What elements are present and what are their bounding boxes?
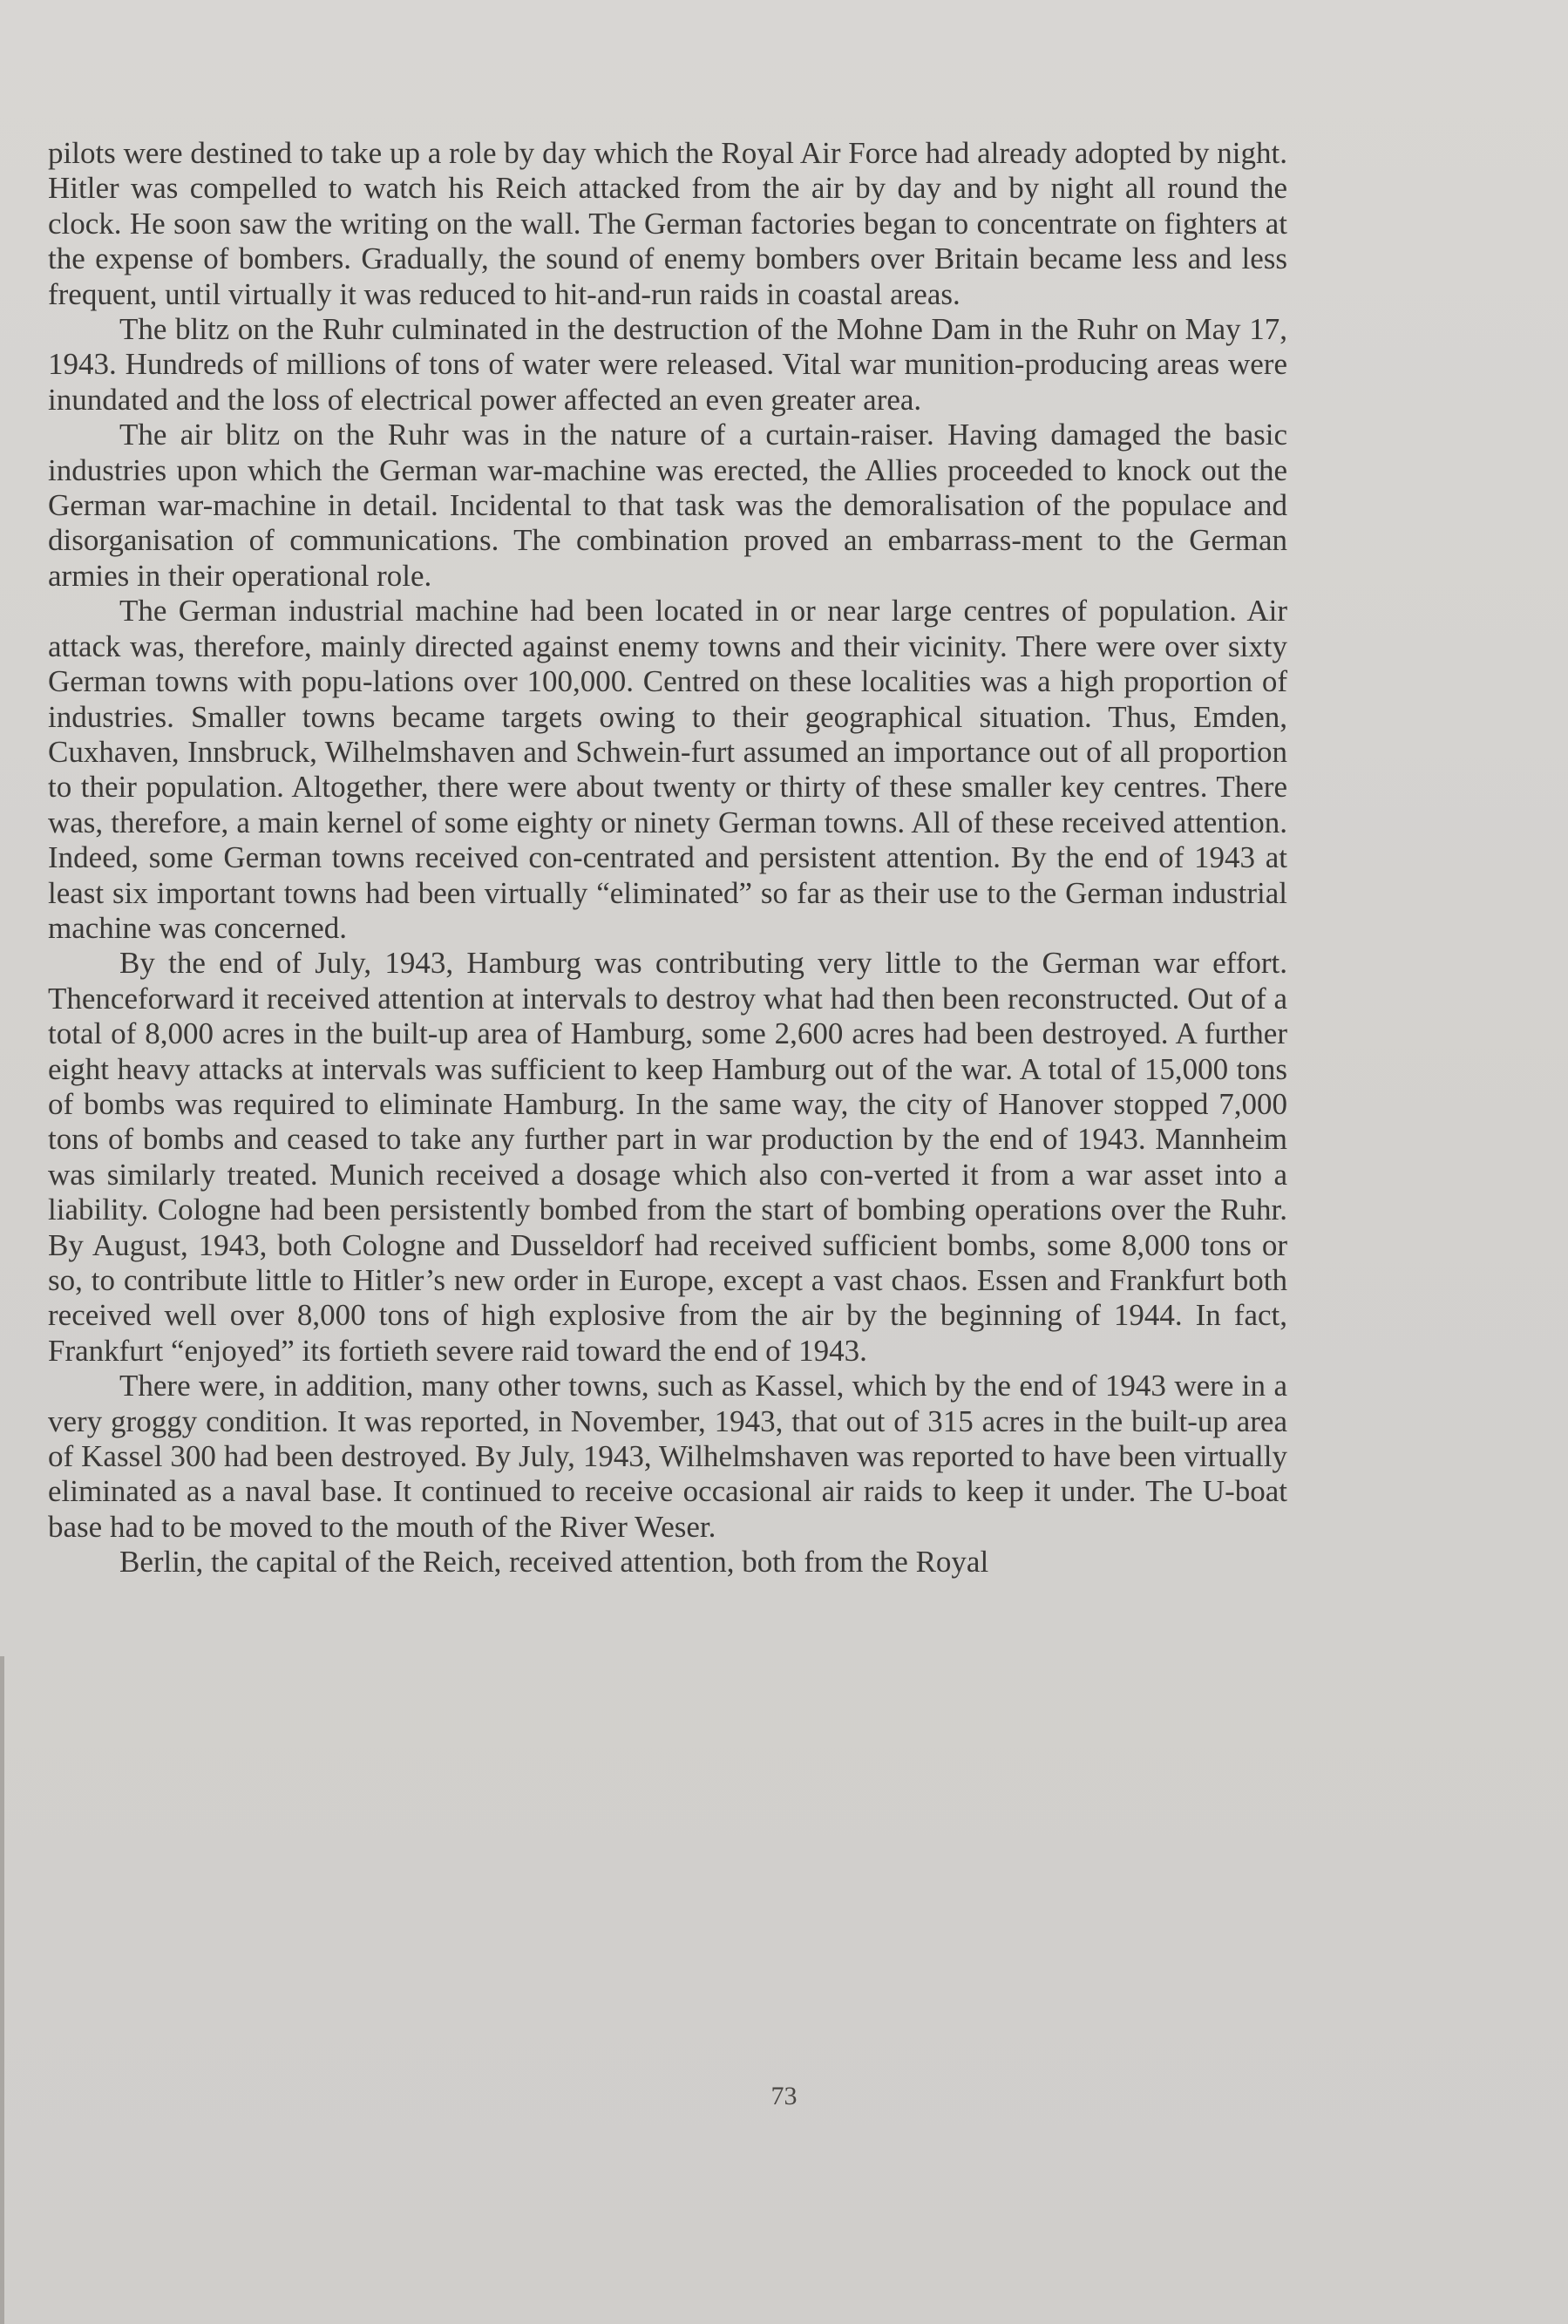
page-edge-shadow — [0, 1656, 4, 2324]
page-number: 73 — [770, 2082, 798, 2110]
paragraph-6: There were, in addition, many other towns, such as Kassel, which by the end of 1943 were in a very groggy condition. It was reported, in November, 1943, that out of 315 acres in the built-up area of Kassel 300 had been destroyed. By July, 1943, Wilhelmshaven was reported to have been virtually eliminated as a naval base. It continued to receive occasional air raids to keep it under. The U-boat base had to be moved to the mouth of the River Weser. — [48, 1369, 1287, 1544]
paragraph-1: pilots were destined to take up a role by day which the Royal Air Force had already adopted by night. Hitler was compelled to watch his Reich attacked from the air by day and by night all round the clock. He soon saw the writing on the wall. The German factories began to concentrate on fighters at the expense of bombers. Gradually, the sound of enemy bombers over Britain became less and less frequent, until virtually it was reduced to hit-and-run raids in coastal areas. — [48, 136, 1287, 311]
paragraph-4: The German industrial machine had been located in or near large centres of population. Air attack was, therefore, mainly directed against enemy towns and their vicinity. There were over sixty German towns with popu-lations over 100,000. Centred on these localities was a high proportion of industries. Smaller towns became targets owing to their geographical situation. Thus, Emden, Cuxhaven, Innsbruck, Wilhelmshaven and Schwein-furt assumed an importance out of all proportion to their population. Altogether, there were about twenty or thirty of these smaller key centres. There was, therefore, a main kernel of some eighty or ninety German towns. All of these received attention. Indeed, some German towns received con-centrated and persistent attention. By the end of 1943 at least six important towns had been virtually “eliminated” so far as their use to the German industrial machine was concerned. — [48, 594, 1287, 945]
paragraph-3: The air blitz on the Ruhr was in the nature of a curtain-raiser. Having damaged the basic industries upon which the German war-machine was erected, the Allies proceeded to knock out the German war-machine in detail. Incidental to that task was the demoralisation of the populace and disorganisation of communications. The combination proved an embarrass-ment to the German armies in their operational role. — [48, 418, 1287, 593]
body-text — [48, 136, 1287, 1580]
paragraph-2: The blitz on the Ruhr culminated in the destruction of the Mohne Dam in the Ruhr on May 17, 1943. Hundreds of millions of tons of water were released. Vital war munition-producing areas were inundated and the loss of electrical power affected an even greater area. — [48, 312, 1287, 417]
paragraph-5: By the end of July, 1943, Hamburg was contributing very little to the German war effort. Thenceforward it received attention at intervals to destroy what had then been reconstructed. Out of a total of 8,000 acres in the built-up area of Hamburg, some 2,600 acres had been destroyed. A further eight heavy attacks at intervals was sufficient to keep Hamburg out of the war. A total of 15,000 tons of bombs was required to eliminate Hamburg. In the same way, the city of Hanover stopped 7,000 tons of bombs and ceased to take any further part in war production by the end of 1943. Mannheim was similarly treated. Munich received a dosage which also con-verted it from a war asset into a liability. Cologne had been persistently bombed from the start of bombing operations over the Ruhr. By August, 1943, both Cologne and Dusseldorf had received sufficient bombs, some 8,000 tons or so, to contribute little to Hitler’s new order in Europe, except a vast chaos. Essen and Frankfurt both received well over 8,000 tons of high explosive from the air by the beginning of 1944. In fact, Frankfurt “enjoyed” its fortieth severe raid toward the end of 1943. — [48, 946, 1287, 1368]
paragraph-7: Berlin, the capital of the Reich, received attention, both from the Royal — [119, 1545, 989, 1580]
